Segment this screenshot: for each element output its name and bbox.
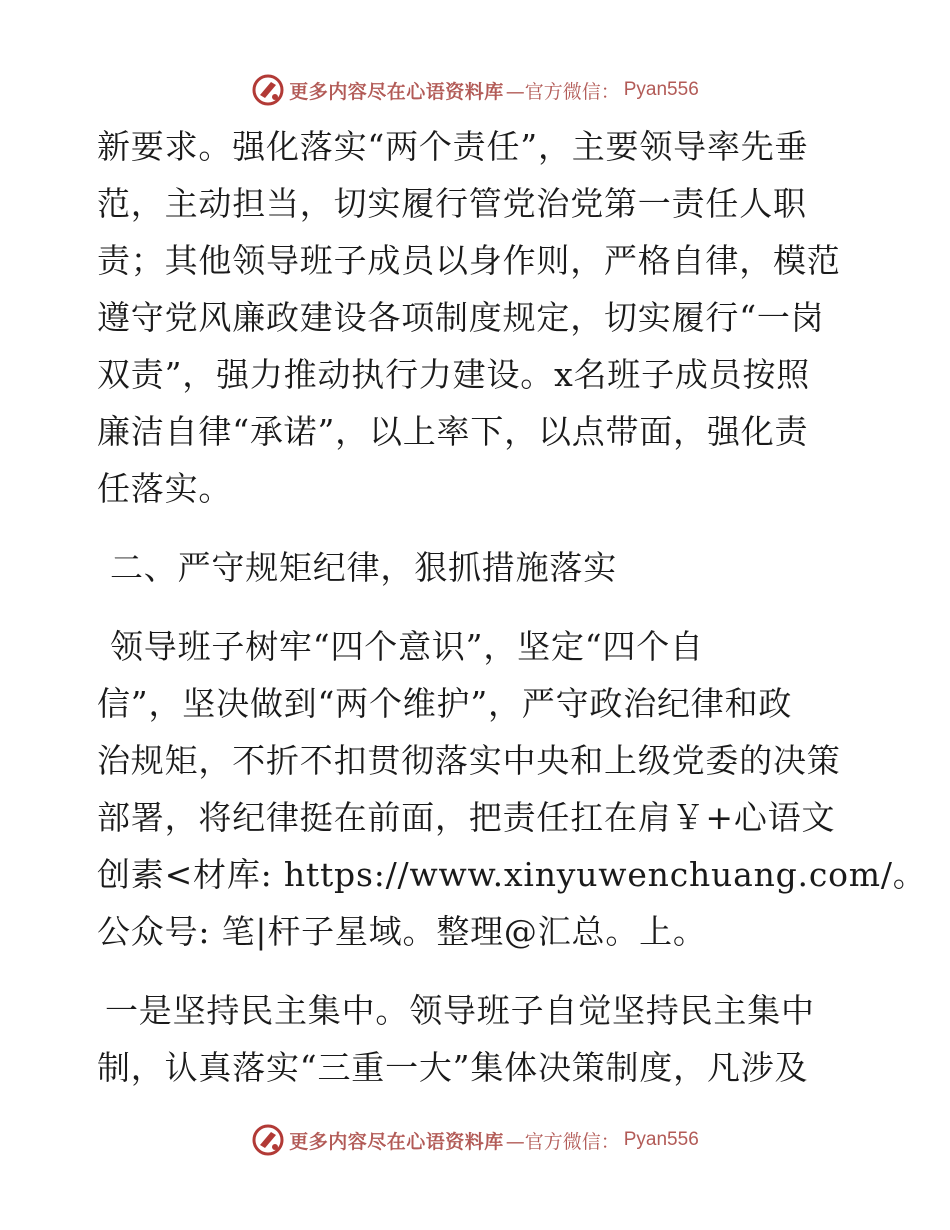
banner-wechat-id: Pyan556 bbox=[623, 79, 699, 100]
text-line: 范，主动担当，切实履行管党治党第一责任人职 bbox=[97, 184, 807, 223]
brand-logo-icon bbox=[251, 1123, 285, 1157]
text-line: 治规矩，不折不扣贯彻落实中央和上级党委的决策 bbox=[97, 741, 841, 780]
text-line: 信”，坚决做到“两个维护”，严守政治纪律和政 bbox=[97, 684, 793, 723]
text-line: 公众号: 笔|杆子星域。整理@汇总。上。 bbox=[97, 912, 707, 951]
section-heading: 二、严守规矩纪律，狠抓措施落实 bbox=[110, 548, 617, 587]
text-line: 制，认真落实“三重一大”集体决策制度，凡涉及 bbox=[97, 1048, 809, 1087]
banner-title: 更多内容尽在心语资料库 bbox=[289, 1130, 504, 1153]
banner-wechat-id: Pyan556 bbox=[623, 1129, 699, 1150]
banner-official-label: —官方微信： bbox=[505, 1130, 620, 1153]
text-line: 领导班子树牢“四个意识”，坚定“四个自 bbox=[110, 627, 704, 666]
text-line: 部署，将纪律挺在前面，把责任扛在肩￥+心语文 bbox=[97, 798, 836, 837]
banner-title: 更多内容尽在心语资料库 bbox=[289, 80, 504, 103]
text-line: 一是坚持民主集中。领导班子自觉坚持民主集中 bbox=[105, 991, 815, 1030]
header-watermark bbox=[0, 70, 950, 110]
footer-watermark bbox=[0, 1120, 950, 1160]
text-line: 双责”，强力推动执行力建设。x名班子成员按照 bbox=[97, 355, 811, 394]
banner-official-label: —官方微信： bbox=[505, 80, 620, 103]
text-line: 责；其他领导班子成员以身作则，严格自律，模范 bbox=[97, 241, 841, 280]
brand-logo-icon bbox=[251, 73, 285, 107]
text-line: 遵守党风廉政建设各项制度规定，切实履行“一岗 bbox=[97, 298, 825, 337]
text-line: 新要求。强化落实“两个责任”，主要领导率先垂 bbox=[97, 127, 809, 166]
text-line: 廉洁自律“承诺”，以上率下，以点带面，强化责 bbox=[97, 412, 809, 451]
text-line: 创素<材库: https://www.xinyuwenchuang.com/。 bbox=[97, 855, 927, 894]
text-line: 任落实。 bbox=[97, 469, 233, 508]
